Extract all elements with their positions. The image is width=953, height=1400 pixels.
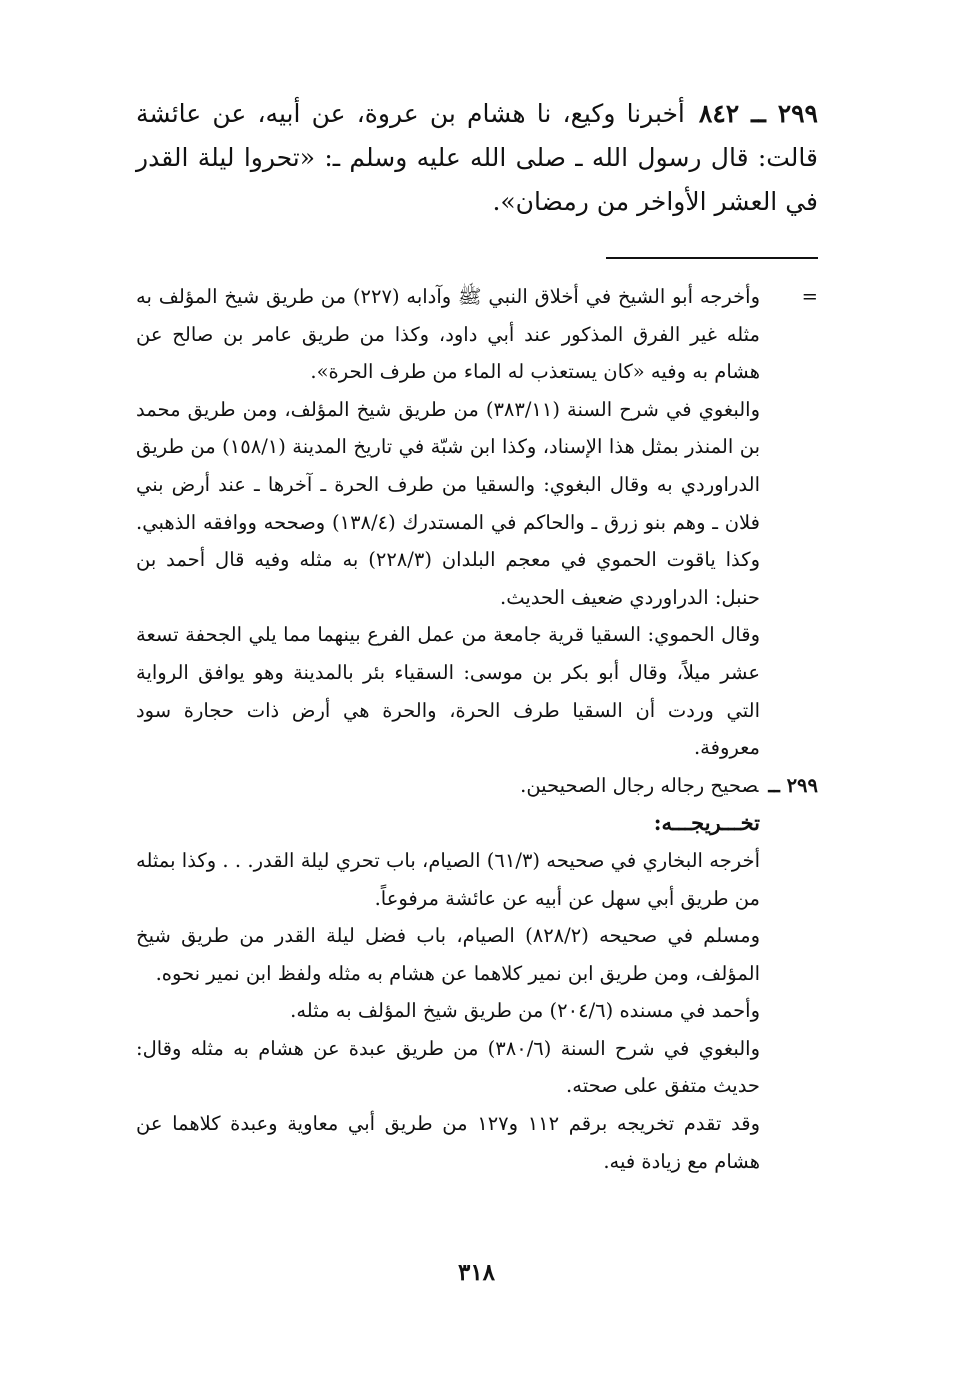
takhrij-heading: تخـــريجـــه: <box>653 810 760 836</box>
footnote-separator <box>606 257 818 259</box>
grade-number: ٢٩٩ ــ <box>768 773 818 797</box>
hadith-body: أخبرنا وكيع، نا هشام بن عروة، عن أبيه، عن عائشة قالت: قال رسول الله ـ صلى الله عليه وسلم ـ: «تحروا ليلة القدر في العشر الأواخر من رمضان». <box>136 99 818 216</box>
takhrij-paragraph: والبغوي في شرح السنة (٣٨٠/٦) من طريق عبدة عن هشام به مثله وقال: حديث متفق على صحته. <box>136 1036 760 1098</box>
footnote-paragraph-text: وأخرجه أبو الشيخ في أخلاق النبي ﷺ وآدابه (٢٢٧) من طريق شيخ المؤلف به مثله غير الفرق المذكور عند أبي داود، وكذا من طريق عامر بن صالح عن هشام به وفيه «كان يستعذب له الماء من طرف الحرة». <box>136 285 760 384</box>
page-number: ٣١٨ <box>457 1259 496 1286</box>
hadith-grade <box>136 767 818 805</box>
footnotes-section <box>136 278 818 1180</box>
takhrij-paragraph: أخرجه البخاري في صحيحه (٦١/٣) الصيام، باب تحري ليلة القدر. . . وكذا بمثله من طريق أبي سهل عن أبيه عن عائشة مرفوعاً. <box>136 848 760 910</box>
footnote-paragraph: وقال الحموي: السقيا قرية جامعة من عمل الفرع بينهما مما يلي الجحفة تسعة عشر ميلاً، وقال أبو بكر بن موسى: السقياء بئر بالمدينة وهو يوافق الرواية التي وردت أن السقيا طرف الحرة، والحرة هي أرض ذات حجارة سود معروفة. <box>136 623 760 760</box>
takhrij-paragraph: وقد تقدم تخريجه برقم ١١٢ و١٢٧ من طريق أبي معاوية وعبدة كلاهما عن هشام مع زيادة فيه. <box>136 1112 760 1173</box>
footnote-paragraph: والبغوي في شرح السنة (٣٨٣/١١) من طريق شيخ المؤلف، ومن طريق محمد بن المنذر بمثل هذا الإسناد، وكذا ابن شبّة في تاريخ المدينة (١٥٨/١) من طريق الدراوردي به وقال البغوي: والسقيا من طرف الحرة ـ آخرها ـ عند أرض بني فلان ـ وهم بنو زرق ـ والحاكم في المستدرك (١٣٨/٤) وصححه ووافقه الذهبي. وكذا ياقوت الحموي في معجم البلدان (٢٢٨/٣) به مثله وفيه قال أحمد بن حنبل: الدراوردي ضعيف الحديث. <box>136 397 760 609</box>
takhrij-paragraph: وأحمد في مسنده (٢٠٤/٦) من طريق شيخ المؤلف به مثله. <box>290 999 760 1023</box>
continuation-marker: = <box>801 285 818 308</box>
hadith-main-text <box>136 92 818 224</box>
footnote-paragraph <box>136 278 818 391</box>
takhrij-paragraph: ومسلم في صحيحه (٨٢٨/٢) الصيام، باب فضل ليلة القدر من طريق شيخ المؤلف، ومن طريق ابن نمير كلاهما عن هشام به مثله ولفظ ابن نمير نحوه. <box>136 924 760 985</box>
hadith-number: ٢٩٩ ــ ٨٤٢ <box>698 99 818 128</box>
grade-text: صحيح رجاله رجال الصحيحين. <box>520 773 759 797</box>
